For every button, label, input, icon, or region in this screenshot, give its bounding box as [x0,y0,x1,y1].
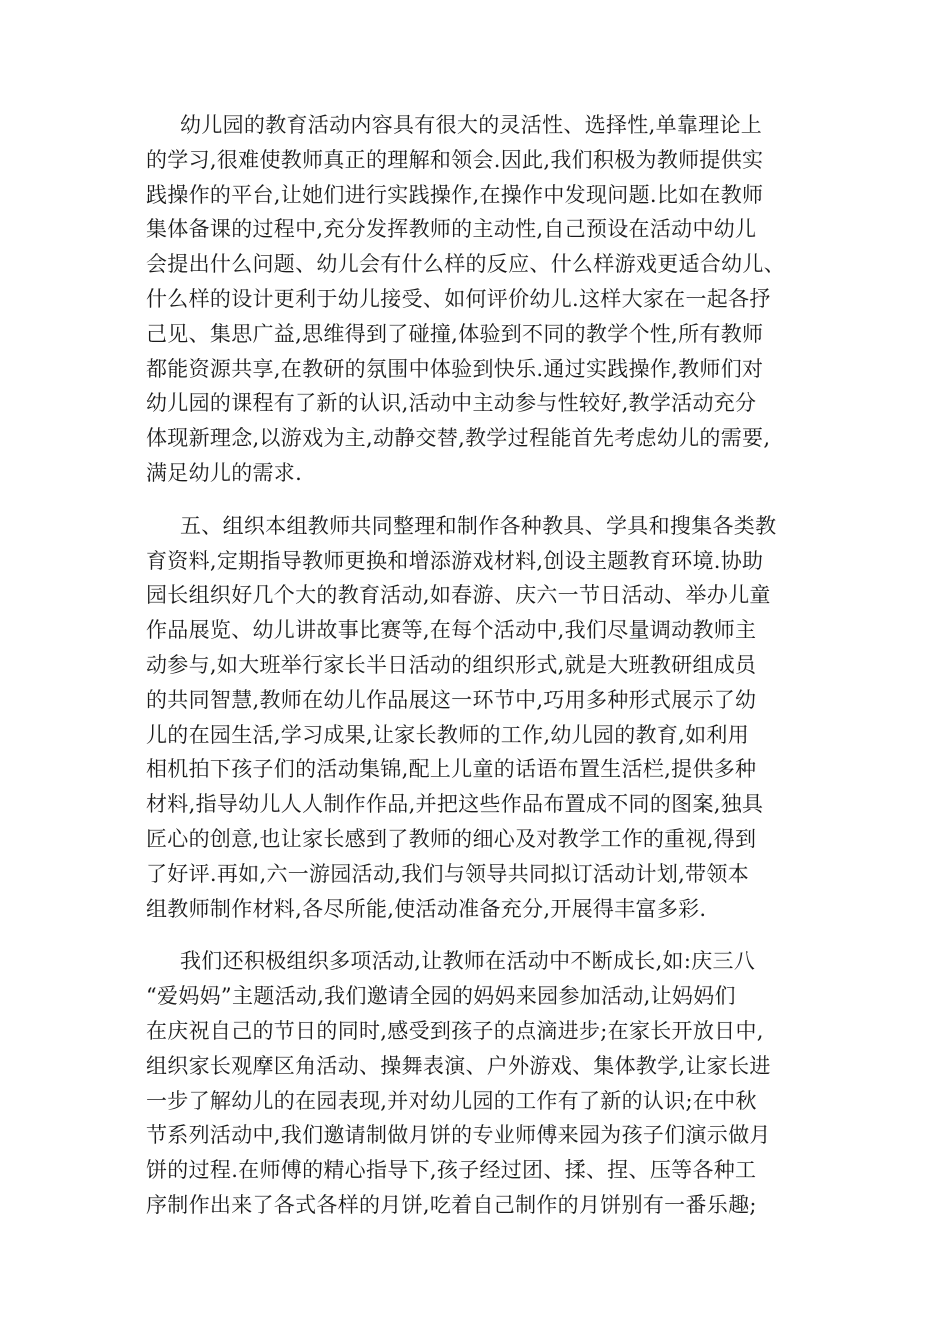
paragraph-2 [146,509,822,927]
text-line: 在庆祝自己的节日的同时,感受到孩子的点滴进步;在家长开放日中, [146,1018,764,1043]
paragraph-spacer [146,491,822,509]
paragraph-spacer [146,926,822,944]
text-line: 饼的过程.在师傅的精心指导下,孩子经过团、揉、捏、压等各种工 [146,1158,757,1183]
text-line: 己见、集思广益,思维得到了碰撞,体验到不同的教学个性,所有教师 [146,321,764,346]
text-line: 组织家长观摩区角活动、操舞表演、户外游戏、集体教学,让家长进 [146,1053,771,1078]
text-line: 会提出什么问题、幼儿会有什么样的反应、什么样游戏更适合幼儿、 [146,252,785,277]
text-line: 园长组织好几个大的教育活动,如春游、庆六一节日活动、举办儿童 [146,583,771,608]
text-line: 集体备课的过程中,充分发挥教师的主动性,自己预设在活动中幼儿 [146,217,757,242]
text-line: 践操作的平台,让她们进行实践操作,在操作中发现问题.比如在教师 [146,182,764,207]
document-body [146,108,822,1223]
text-line: 节系列活动中,我们邀请制做月饼的专业师傅来园为孩子们演示做月 [146,1123,771,1148]
text-line: 了好评.再如,六一游园活动,我们与领导共同拟订活动计划,带领本 [146,861,749,886]
text-line: 都能资源共享,在教研的氛围中体验到快乐.通过实践操作,教师们对 [146,356,764,381]
text-line: 相机拍下孩子们的活动集锦,配上儿童的话语布置生活栏,提供多种 [146,757,757,782]
text-line: 的学习,很难使教师真正的理解和领会.因此,我们积极为教师提供实 [146,147,764,172]
text-line: 组教师制作材料,各尽所能,使活动准备充分,开展得丰富多彩. [146,896,707,921]
text-line: 匠心的创意,也让家长感到了教师的细心及对教学工作的重视,得到 [146,826,757,851]
text-line: 序制作出来了各式各样的月饼,吃着自己制作的月饼别有一番乐趣; [146,1192,757,1217]
text-line: 满足幼儿的需求. [146,460,303,485]
paragraph-1 [146,108,822,491]
text-line: 幼儿园的课程有了新的认识,活动中主动参与性较好,教学活动充分 [146,391,757,416]
text-line: 的共同智慧,教师在幼儿作品展这一环节中,巧用多种形式展示了幼 [146,687,757,712]
text-line: 作品展览、幼儿讲故事比赛等,在每个活动中,我们尽量调动教师主 [146,618,757,643]
text-line: 五、组织本组教师共同整理和制作各种教具、学具和搜集各类教 [180,513,777,538]
text-line: 幼儿园的教育活动内容具有很大的灵活性、选择性,单靠理论上 [180,113,763,137]
text-line: 育资料,定期指导教师更换和增添游戏材料,创设主题教育环境.协助 [146,548,764,573]
text-line: 一步了解幼儿的在园表现,并对幼儿园的工作有了新的认识;在中秋 [146,1088,757,1113]
text-line: 材料,指导幼儿人人制作作品,并把这些作品布置成不同的图案,独具 [146,792,764,817]
text-line: 体现新理念,以游戏为主,动静交替,教学过程能首先考虑幼儿的需要, [146,426,771,451]
text-line: 什么样的设计更利于幼儿接受、如何评价幼儿.这样大家在一起各抒 [146,286,771,311]
text-line: 动参与,如大班举行家长半日活动的组织形式,就是大班教研组成员 [146,652,757,677]
paragraph-3 [146,944,822,1222]
text-line: 儿的在园生活,学习成果,让家长教师的工作,幼儿园的教育,如利用 [146,722,749,747]
text-line: 我们还积极组织多项活动,让教师在活动中不断成长,如:庆三八 [180,949,756,974]
text-line: “爱妈妈”主题活动,我们邀请全园的妈妈来园参加活动,让妈妈们 [146,984,736,1009]
